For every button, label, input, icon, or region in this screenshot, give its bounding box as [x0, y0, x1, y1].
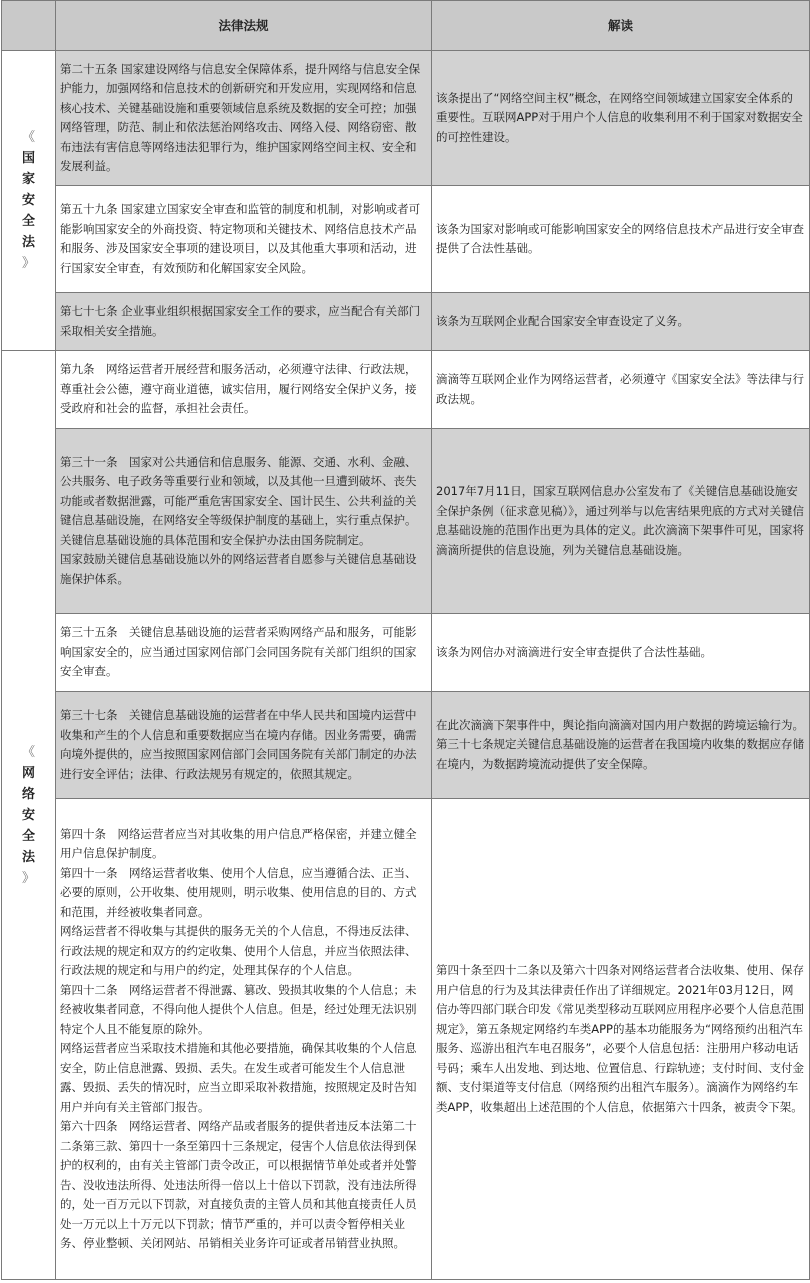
law-text: 第七十七条 企业事业组织根据国家安全工作的要求，应当配合有关部门采取相关安全措施。: [60, 304, 421, 338]
law-text: 网络运营者应当采取技术措施和其他必要措施，确保其收集的个人信息安全，防止信息泄露、毁损、丢失。在发生或者可能发生个人信息泄露、毁损、丢失的情况时，应当立即采取补救措施，按照规定及时告知用户并向有关主管部门报告。: [60, 1041, 417, 1114]
table-row: [2, 429, 810, 614]
category-char: 家: [21, 172, 35, 187]
interpretation-cell: [432, 293, 810, 351]
header-cell: [2, 1, 56, 51]
table-row: [2, 799, 810, 1280]
law-text-cell: [56, 429, 432, 614]
interpretation-cell: [432, 799, 810, 1280]
interpretation-text: 在此次滴滴下架事件中，舆论指向滴滴对国内用户数据的跨境运输行为。第三十七条规定关键信息基础设施的运营者在我国境内收集的数据应存储在境内，为数据跨境流动提供了安全保障。: [436, 717, 804, 771]
table-row: [2, 293, 810, 351]
category-char: 全: [21, 828, 35, 844]
law-text-cell: [56, 351, 432, 429]
law-text-cell: [56, 614, 432, 692]
interpretation-cell: [432, 429, 810, 614]
table-row: [2, 51, 810, 186]
law-text-cell: [56, 692, 432, 799]
table-row: [2, 351, 810, 429]
interpretation-cell: [432, 51, 810, 186]
law-text: 第五十九条 国家建立国家安全审查和监管的制度和机制，对影响或者可能影响国家安全的外商投资、特定物项和关键技术、网络信息技术产品和服务、涉及国家安全事项的建设项目，以及其他重大事项和活动，进行国家安全审查，有效预防和化解国家安全风险。: [60, 202, 421, 275]
interpretation-text: 该条为网信办对滴滴进行安全审查提供了合法性基础。: [436, 644, 712, 659]
category-char: 法: [21, 849, 35, 865]
law-text-cell: [56, 293, 432, 351]
interpretation-text: 该条提出了“网络空间主权”概念，在网络空间领域建立国家安全体系的重要性。互联网APP对于用户个人信息的收集利用不利于国家对数据安全的可控性建设。: [436, 90, 803, 144]
law-interpretation-table: [1, 0, 810, 1280]
law-text: 第二十五条 国家建设网络与信息安全保障体系，提升网络与信息安全保护能力，加强网络和信息技术的创新研究和开发应用，实现网络和信息核心技术、关键基础设施和重要领域信息系统及数据的安全可控；加强网络管理，防范、制止和依法惩治网络攻击、网络入侵、网络窃密、散布违法有害信息等网络违法犯罪行为，维护国家网络空间主权、安全和发展利益。: [60, 61, 421, 173]
law-text: 第六十四条 网络运营者、网络产品或者服务的提供者违反本法第二十二条第三款、第四十一条至第四十三条规定，侵害个人信息依法得到保护的权利的，由有关主管部门责令改正，可以根据情节单处或者并处警告、没收违法所得、处违法所得一倍以上十倍以下罚款，没有违法所得的，处一百万元以下罚款，对直接负责的主管人员和其他直接责任人员处一万元以上十万元以下罚款；情节严重的，并可以责令暂停相关业务、停业整顿、关闭网站、吊销相关业务许可证或者吊销营业执照。: [60, 1119, 417, 1250]
book-title-close: 》: [21, 256, 35, 271]
law-text-cell: [56, 51, 432, 186]
category-char: 网: [21, 765, 35, 781]
category-cybersecurity-law: [2, 351, 56, 1280]
law-text-cell: [56, 799, 432, 1280]
category-char: 络: [21, 786, 35, 802]
interpretation-text: 滴滴等互联网企业作为网络运营者，必须遵守《国家安全法》等法律与行政法规。: [436, 372, 804, 406]
header-laws: 法律法规: [56, 1, 432, 51]
table-row: [2, 692, 810, 799]
interpretation-cell: [432, 692, 810, 799]
book-title-open: 《: [21, 744, 35, 760]
law-text: 第三十一条 国家对公共通信和信息服务、能源、交通、水利、金融、公共服务、电子政务等重要行业和领域，以及其他一旦遭到破坏、丧失功能或者数据泄露，可能严重危害国家安全、国计民生、公共利益的关键信息基础设施，在网络安全等级保护制度的基础上，实行重点保护。关键信息基础设施的具体范围和安全保护办法由国务院制定。: [60, 454, 417, 547]
table-row: [2, 614, 810, 692]
book-title-close: 》: [21, 870, 35, 886]
interpretation-text: 第四十条至四十二条以及第六十四条对网络运营者合法收集、使用、保存用户信息的行为及其法律责任作出了详细规定。2021年03月12日，网信办等四部门联合印发《常见类型移动互联网应用程序必要个人信息范围规定》，第五条规定网络约车类APP的基本功能服务为“网络预约出租汽车服务、巡游出租汽车电召服务”，必要个人信息包括：注册用户移动电话号码；乘车人出发地、到达地、位置信息、行踪轨迹；支付时间、支付金额、支付渠道等支付信息（网络预约出租汽车服务）。滴滴作为网络约车类APP，收集超出上述范围的个人信息，依据第六十四条，被责令下架。: [436, 963, 804, 1114]
law-text: 第三十五条 关键信息基础设施的运营者采购网络产品和服务，可能影响国家安全的，应当通过国家网信部门会同国务院有关部门组织的国家安全审查。: [60, 625, 417, 679]
interpretation-cell: [432, 351, 810, 429]
law-text: 第四十条 网络运营者应当对其收集的用户信息严格保密，并建立健全用户信息保护制度。: [60, 826, 417, 860]
category-char: 国: [21, 151, 35, 166]
category-char: 法: [21, 235, 35, 250]
law-text: 网络运营者不得收集与其提供的服务无关的个人信息，不得违反法律、行政法规的规定和双方的约定收集、使用个人信息，并应当依照法律、行政法规的规定和与用户的约定，处理其保存的个人信息。: [60, 924, 417, 977]
header-interpretation: 解读: [432, 1, 810, 51]
interpretation-text: 该条为国家对影响或可能影响国家安全的网络信息技术产品进行安全审查提供了合法性基础。: [436, 221, 804, 255]
table-header-row: [2, 1, 810, 51]
category-char: 全: [21, 214, 35, 229]
category-char: 安: [21, 193, 35, 208]
book-title-open: 《: [21, 130, 35, 145]
law-text: 第九条 网络运营者开展经营和服务活动，必须遵守法律、行政法规，尊重社会公德，遵守商业道德，诚实信用，履行网络安全保护义务，接受政府和社会的监督，承担社会责任。: [60, 362, 417, 416]
law-text: 第四十一条 网络运营者收集、使用个人信息，应当遵循合法、正当、必要的原则，公开收集、使用规则，明示收集、使用信息的目的、方式和范围，并经被收集者同意。: [60, 865, 417, 919]
interpretation-text: 2017年7月11日，国家互联网信息办公室发布了《关键信息基础设施安全保护条例（征求意见稿）》，通过列举与以危害结果兜底的方式对关键信息基础设施的范围作出更为具体的定义。此次滴滴下架事件可见，国家将滴滴所提供的信息设施，列为关键信息基础设施。: [436, 484, 804, 557]
category-char: 安: [21, 807, 35, 823]
law-text: 国家鼓励关键信息基础设施以外的网络运营者自愿参与关键信息基础设施保护体系。: [60, 552, 417, 586]
table-row: [2, 186, 810, 293]
interpretation-cell: [432, 186, 810, 293]
law-text-cell: [56, 186, 432, 293]
law-text: 第四十二条 网络运营者不得泄露、篡改、毁损其收集的个人信息；未经被收集者同意，不得向他人提供个人信息。但是，经过处理无法识别特定个人且不能复原的除外。: [60, 982, 417, 1036]
interpretation-text: 该条为互联网企业配合国家安全审查设定了义务。: [436, 313, 689, 328]
category-national-security-law: [2, 51, 56, 351]
law-text: 第三十七条 关键信息基础设施的运营者在中华人民共和国境内运营中收集和产生的个人信息和重要数据应当在境内存储。因业务需要，确需向境外提供的，应当按照国家网信部门会同国务院有关部门制定的办法进行安全评估；法律、行政法规另有规定的，依照其规定。: [60, 708, 417, 781]
interpretation-cell: [432, 614, 810, 692]
